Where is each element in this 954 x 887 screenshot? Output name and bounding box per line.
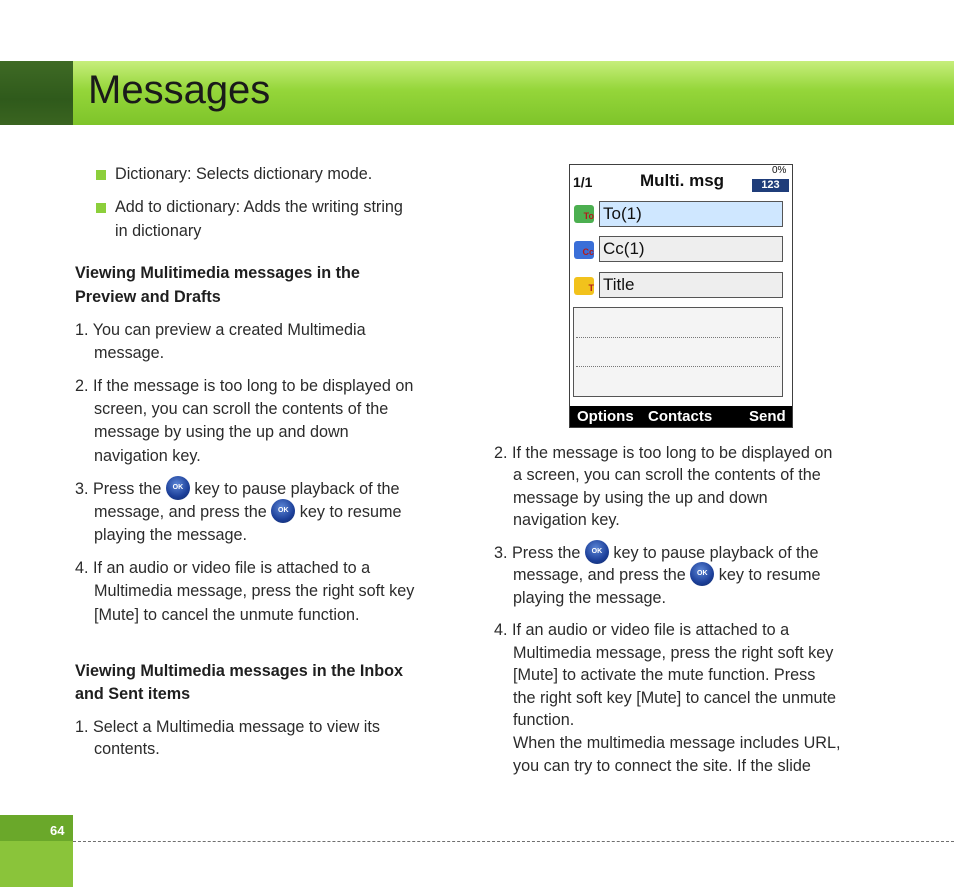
list-item: you can try to connect the site. If the slide	[513, 757, 811, 775]
list-item: [Mute] to activate the mute function. Press	[513, 666, 816, 684]
page-number: 64	[50, 823, 65, 838]
cc-recipient-icon: Cc	[574, 241, 594, 259]
list-item: 4. If an audio or video file is attached to a	[494, 621, 790, 639]
header-accent-block	[0, 61, 73, 125]
list-item: 2. If the message is too long to be displayed on	[75, 377, 414, 395]
divider	[576, 337, 780, 338]
soft-key-send[interactable]: Send	[749, 408, 786, 425]
list-item	[513, 564, 820, 587]
list-item: 4. If an audio or video file is attached to a	[75, 559, 371, 577]
list-item: navigation key.	[94, 447, 201, 465]
list-item: 1. Select a Multimedia message to view its	[75, 718, 380, 736]
list-item: 1. You can preview a created Multimedia	[75, 321, 366, 339]
section-heading: and Sent items	[75, 685, 191, 703]
page-indicator: 1/1	[573, 174, 593, 190]
message-body-field[interactable]	[573, 307, 783, 397]
soft-key-contacts[interactable]: Contacts	[648, 408, 713, 425]
phone-screen	[569, 164, 793, 428]
to-recipient-icon: To	[574, 205, 594, 223]
title-icon: T	[574, 277, 594, 295]
cc-field[interactable]: Cc(1)	[599, 236, 783, 262]
list-item-text: message, and press the	[94, 503, 267, 521]
soft-key-bar	[570, 406, 792, 428]
list-item-text: key to pause playback of the	[613, 544, 819, 562]
divider	[576, 366, 780, 367]
bullet-dictionary: Dictionary: Selects dictionary mode.	[115, 165, 373, 183]
input-mode-badge: 123	[752, 179, 789, 192]
screen-title: Multi. msg	[640, 171, 725, 190]
list-item	[494, 542, 819, 565]
section-heading: Viewing Mulitimedia messages in the	[75, 264, 360, 282]
list-item-text: key to resume	[718, 566, 821, 584]
list-item-text: 3. Press the	[494, 544, 581, 562]
section-heading: Viewing Multimedia messages in the Inbox	[75, 662, 404, 680]
footer-divider	[73, 841, 954, 842]
list-item: playing the message.	[94, 526, 247, 544]
list-item	[75, 478, 400, 501]
phone-status-bar	[570, 165, 792, 195]
bullet-icon	[96, 170, 106, 180]
list-item-text: key to pause playback of the	[194, 480, 400, 498]
list-item: navigation key.	[513, 511, 620, 529]
list-item-text: key to resume	[299, 503, 402, 521]
list-item: message by using the up and down	[513, 489, 768, 507]
list-item: Multimedia message, press the right soft key	[94, 582, 415, 600]
list-item: message.	[94, 344, 165, 362]
list-item: function.	[513, 711, 575, 729]
ok-key-icon: OK	[690, 562, 714, 586]
section-heading: Preview and Drafts	[75, 288, 221, 306]
bullet-icon	[96, 203, 106, 213]
ok-key-icon: OK	[585, 540, 609, 564]
bullet-add-to-dictionary-cont: in dictionary	[115, 222, 202, 240]
title-field[interactable]: Title	[599, 272, 783, 298]
list-item: When the multimedia message includes URL,	[513, 734, 841, 752]
page-title: Messages	[88, 68, 271, 112]
list-item: Multimedia message, press the right soft key	[513, 644, 834, 662]
list-item: a screen, you can scroll the contents of the	[513, 466, 821, 484]
ok-key-icon: OK	[166, 476, 190, 500]
list-item: contents.	[94, 740, 160, 758]
soft-key-options[interactable]: Options	[577, 408, 634, 425]
bullet-add-to-dictionary: Add to dictionary: Adds the writing string	[115, 198, 403, 216]
list-item: playing the message.	[513, 589, 666, 607]
to-field[interactable]: To(1)	[599, 201, 783, 227]
list-item	[94, 501, 401, 524]
list-item: [Mute] to cancel the unmute function.	[94, 606, 360, 624]
list-item: message by using the up and down	[94, 423, 349, 441]
list-item-text: message, and press the	[513, 566, 686, 584]
list-item: 2. If the message is too long to be displayed on	[494, 444, 833, 462]
battery-percent: 0%	[772, 165, 787, 176]
list-item-text: 3. Press the	[75, 480, 162, 498]
list-item: the right soft key [Mute] to cancel the unmute	[513, 689, 837, 707]
ok-key-icon: OK	[271, 499, 295, 523]
list-item: screen, you can scroll the contents of the	[94, 400, 389, 418]
